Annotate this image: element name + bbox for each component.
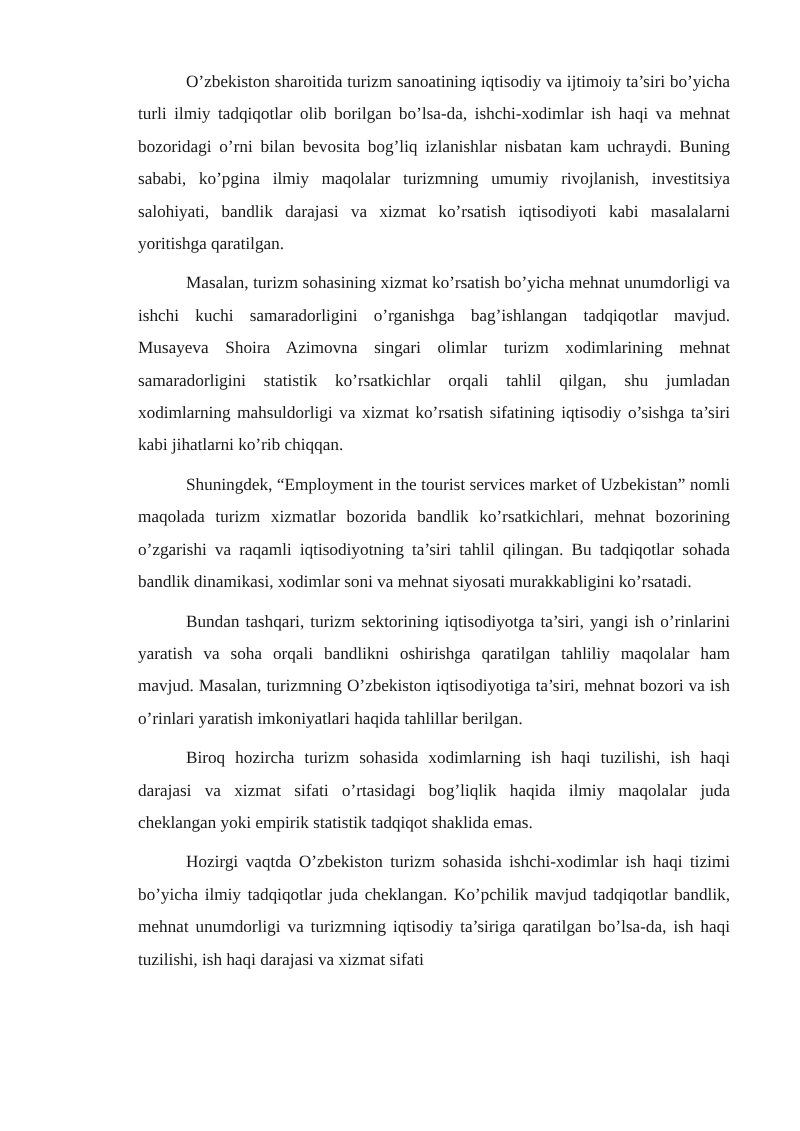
paragraph: O’zbekiston sharoitida turizm sanoatining iqtisodiy va ijtimoiy ta’siri bo’yicha turli ilmiy tadqiqotlar olib borilgan bo’lsa-da, ishchi-xodimlar ish haqi va mehnat bozoridagi o’rni bilan bevosita bog’liq izlanishlar nisbatan kam uchraydi. Buning sababi, ko’pgina ilmiy maqolalar turizmning umumiy rivojlanish, investitsiya salohiyati, bandlik darajasi va xizmat ko’rsatish iqtisodiyoti kabi masalalarni yoritishga qaratilgan.	[138, 72, 730, 254]
paragraph: Shuningdek, “Employment in the tourist services market of Uzbekistan” nomli maqolada turizm xizmatlar bozorida bandlik ko’rsatkichlari, mehnat bozorining o’zgarishi va raqamli iqtisodiyotning ta’siri tahlil qilingan. Bu tadqiqotlar sohada bandlik dinamikasi, xodimlar soni va mehnat siyosati murakkabligini ko’rsatadi.	[138, 474, 730, 592]
paragraph: Bundan tashqari, turizm sektorining iqtisodiyotga ta’siri, yangi ish o’rinlarini yaratish va soha orqali bandlikni oshirishga qaratilgan tahliliy maqolalar ham mavjud. Masalan, turizmning O’zbekiston iqtisodiyotiga ta’siri, mehnat bozori va ish o’rinlari yaratish imkoniyatlari haqida tahlillar berilgan.	[138, 611, 730, 728]
paragraph: Masalan, turizm sohasining xizmat ko’rsatish bo’yicha mehnat unumdorligi va ishchi kuchi samaradorligini o’rganishga bag’ishlangan tadqiqotlar mavjud. Musayeva Shoira Azimovna singari olimlar turizm xodimlarining mehnat samaradorligini statistik ko’rsatkichlar orqali tahlil qilgan, shu jumladan xodimlarning mahsuldorligi va xizmat ko’rsatish sifatining iqtisodiy o’sishga ta’siri kabi jihatlarni ko’rib chiqqan.	[138, 273, 730, 455]
paragraph: Hozirgi vaqtda O’zbekiston turizm sohasida ishchi-xodimlar ish haqi tizimi bo’yicha ilmiy tadqiqotlar juda cheklangan. Ko’pchilik mavjud tadqiqotlar bandlik, mehnat unumdorligi va turizmning iqtisodiy ta’siriga qaratilgan bo’lsa-da, ish haqi tuzilishi, ish haqi darajasi va xizmat sifati	[138, 852, 730, 969]
paragraph: Biroq hozircha turizm sohasida xodimlarning ish haqi tuzilishi, ish haqi darajasi va xizmat sifati o’rtasidagi bog’liqlik haqida ilmiy maqolalar juda cheklangan yoki empirik statistik tadqiqot shaklida emas.	[138, 748, 730, 832]
document-body	[138, 66, 730, 983]
